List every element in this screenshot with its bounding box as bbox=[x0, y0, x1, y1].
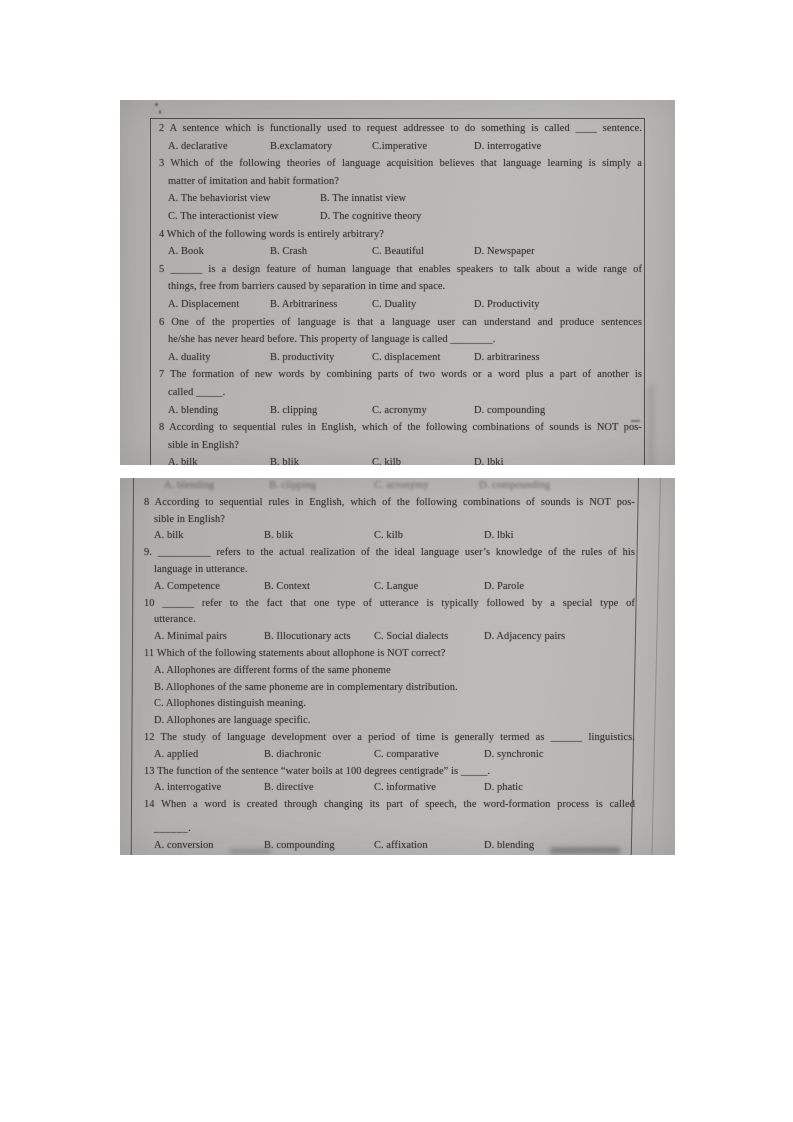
paper-edge-line bbox=[651, 478, 661, 855]
question-line: 5 ______ is a design feature of human language that enables speakers to talk about a wide range of bbox=[159, 263, 642, 275]
option: C.imperative bbox=[372, 140, 428, 152]
option: B. Arbitrariness bbox=[270, 298, 338, 310]
option: B. clipping bbox=[269, 480, 317, 491]
blank-underline-line: ______. bbox=[154, 822, 192, 834]
options-row bbox=[134, 579, 639, 596]
option: B. directive bbox=[264, 782, 314, 794]
option: B. Context bbox=[264, 580, 311, 592]
option: D. synchronic bbox=[484, 748, 544, 760]
options-row bbox=[134, 528, 639, 545]
options-row bbox=[151, 243, 648, 261]
question-line: 8 According to sequential rules in English, which of the following combinations of sounds is NOT pos- bbox=[159, 422, 642, 434]
option: D. blending bbox=[484, 839, 535, 851]
question-line: 7 The formation of new words by combining parts of two words or a word plus a part of another is bbox=[159, 369, 642, 381]
continuation-line: language in utterance. bbox=[154, 563, 248, 575]
question-line: 13 The function of the sentence “water boils at 100 degrees centigrade” is _____. bbox=[144, 765, 491, 777]
faded-options-row bbox=[134, 478, 639, 495]
option: C. acronymy bbox=[372, 404, 427, 416]
option: A. applied bbox=[154, 748, 199, 760]
option: B. Illocutionary acts bbox=[264, 631, 351, 643]
continuation-line: matter of imitation and habit formation? bbox=[168, 175, 340, 187]
option: A. Competence bbox=[154, 580, 220, 592]
scanned-exam-page-2 bbox=[120, 478, 675, 855]
option: D. Parole bbox=[484, 580, 525, 592]
option: D. Adjacency pairs bbox=[484, 631, 566, 643]
questions-content-page-1 bbox=[151, 120, 648, 465]
options-row bbox=[134, 780, 639, 797]
option: D. phatic bbox=[484, 782, 523, 794]
option: A. conversion bbox=[154, 839, 214, 851]
option: A. declarative bbox=[168, 140, 228, 152]
option: C. affixation bbox=[374, 839, 428, 851]
question-line: 11 Which of the following statements about allophone is NOT correct? bbox=[144, 647, 446, 659]
option: C. kilb bbox=[372, 457, 401, 465]
option: C. kilb bbox=[374, 530, 403, 542]
option: B. blik bbox=[264, 530, 293, 542]
option: D. Productivity bbox=[474, 298, 540, 310]
option: D. lbki bbox=[484, 530, 514, 542]
option: C. Social dialects bbox=[374, 631, 449, 643]
questions-content-page-2 bbox=[134, 481, 639, 855]
scanned-exam-page-1 bbox=[120, 100, 675, 465]
option: A. Book bbox=[168, 246, 204, 258]
photo-smudge bbox=[648, 385, 654, 465]
continuation-line: D. Allophones are language specific. bbox=[154, 715, 311, 727]
question-line: 14 When a word is created through changing its part of speech, the word-formation process is called bbox=[144, 799, 635, 811]
continuation-line: sible in English? bbox=[168, 439, 239, 451]
options-row bbox=[151, 454, 648, 465]
options-row bbox=[134, 838, 639, 855]
question-line: 8 According to sequential rules in English, which of the following combinations of sounds is NOT pos- bbox=[144, 496, 635, 508]
option: C. Langue bbox=[374, 580, 419, 592]
option: D. compounding bbox=[474, 404, 546, 416]
continuation-line: utterance. bbox=[154, 614, 196, 626]
option: C. Duality bbox=[372, 298, 417, 310]
option: A. bilk bbox=[168, 457, 198, 465]
continuation-line: A. Allophones are different forms of the same phoneme bbox=[154, 664, 391, 676]
question-line: 2 A sentence which is functionally used to request addressee to do something is called ____ sentence. bbox=[159, 123, 642, 134]
dust-speck bbox=[159, 110, 161, 114]
options-row bbox=[151, 190, 648, 208]
option: A. blending bbox=[168, 404, 219, 416]
continuation-line: he/she has never heard before. This property of language is called ________. bbox=[168, 334, 496, 346]
option: B. blik bbox=[270, 457, 299, 465]
option: A. The behaviorist view bbox=[168, 193, 271, 205]
option: C. displacement bbox=[372, 351, 441, 363]
option: C. acronymy bbox=[374, 480, 429, 491]
option: C. informative bbox=[374, 782, 436, 794]
question-line: 10 ______ refer to the fact that one type of utterance is typically followed by a special type of bbox=[144, 597, 635, 609]
options-row bbox=[151, 349, 648, 367]
question-line: 3 Which of the following theories of language acquisition believes that language learning is simply a bbox=[159, 158, 642, 170]
question-line: 6 One of the properties of language is that a language user can understand and produce sentences bbox=[159, 316, 642, 328]
option: D. arbitrariness bbox=[474, 351, 540, 363]
option: B. productivity bbox=[270, 351, 335, 363]
continuation-line: B. Allophones of the same phoneme are in complementary distribution. bbox=[154, 681, 458, 693]
option: C. comparative bbox=[374, 748, 439, 760]
option: A. blending bbox=[164, 480, 215, 491]
option: D. Newspaper bbox=[474, 246, 535, 258]
option: D. compounding bbox=[479, 480, 551, 491]
option: C. Beautiful bbox=[372, 246, 424, 258]
continuation-line: called _____. bbox=[168, 386, 226, 398]
option: A. Minimal pairs bbox=[154, 631, 227, 643]
dust-speck bbox=[155, 103, 158, 106]
options-row bbox=[134, 629, 639, 646]
question-line: 4 Which of the following words is entirely arbitrary? bbox=[159, 228, 384, 240]
options-row bbox=[151, 208, 648, 226]
options-row bbox=[151, 402, 648, 420]
option: A. duality bbox=[168, 351, 211, 363]
continuation-line: C. Allophones distinguish meaning. bbox=[154, 698, 307, 710]
option: B. clipping bbox=[270, 404, 318, 416]
option: D. lbki bbox=[474, 457, 504, 465]
option: D. interrogative bbox=[474, 140, 542, 152]
options-row bbox=[151, 138, 648, 156]
option: A. Displacement bbox=[168, 298, 240, 310]
option: B. compounding bbox=[264, 839, 335, 851]
option: C. The interactionist view bbox=[168, 210, 279, 222]
option: A. interrogative bbox=[154, 782, 222, 794]
question-line: 12 The study of language development over a period of time is generally termed as ______ linguistics. bbox=[144, 731, 635, 743]
option: D. The cognitive theory bbox=[320, 210, 422, 222]
option: B. diachronic bbox=[264, 748, 322, 760]
continuation-line: things, free from barriers caused by separation in time and space. bbox=[168, 281, 446, 293]
option: B.exclamatory bbox=[270, 140, 333, 152]
option: A. bilk bbox=[154, 530, 184, 542]
option: B. The innatist view bbox=[320, 193, 407, 205]
continuation-line: sible in English? bbox=[154, 513, 225, 525]
options-row bbox=[134, 747, 639, 764]
options-row bbox=[151, 296, 648, 314]
question-line: 9. __________ refers to the actual realization of the ideal language user’s knowledge of the rules of his bbox=[144, 547, 635, 559]
option: B. Crash bbox=[270, 246, 308, 258]
